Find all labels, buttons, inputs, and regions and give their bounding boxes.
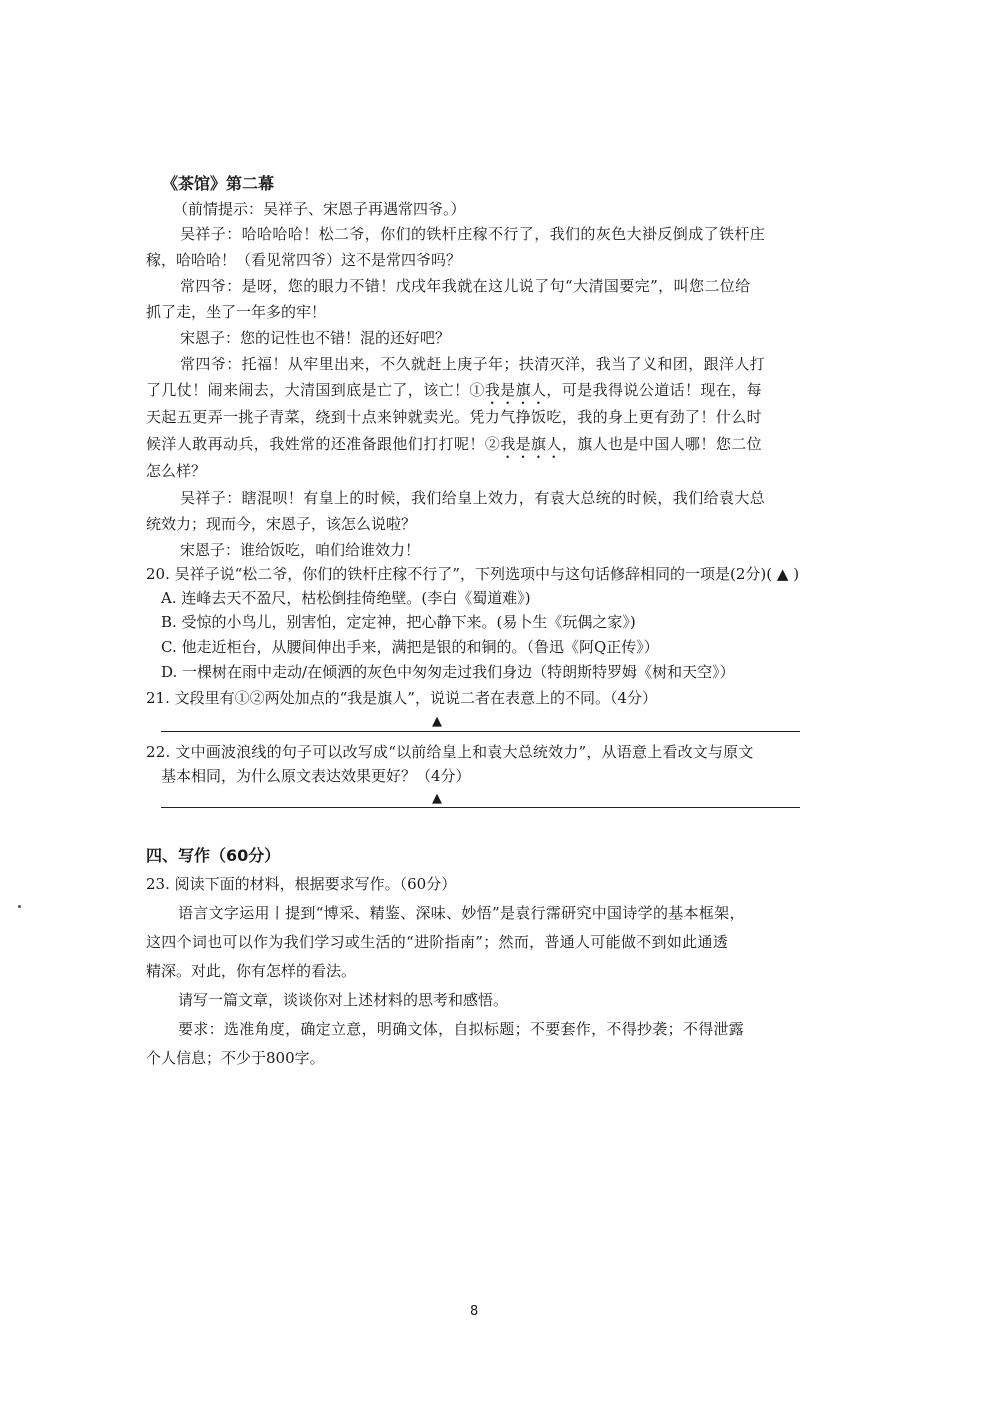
passage-text: 了几仗！闹来闹去，大清国到底是亡了，该亡！: [146, 381, 470, 399]
writing-requirements: 要求：选准角度，确定立意，明确文体，自拟标题；不要套作，不得抄袭；不得泄露: [178, 1020, 745, 1038]
answer-mark: ▲: [776, 565, 789, 583]
option-a: A. 连峰去天不盈尺，枯松倒挂倚绝壁。(李白《蜀道难》): [161, 589, 531, 607]
passage-note: （前情提示：吴祥子、宋恩子再遇常四爷。）: [173, 200, 466, 218]
question-20: [146, 564, 799, 584]
passage-line: 常四爷：托福！从牢里出来，不久就赶上庚子年；扶清灭洋，我当了义和团，跟洋人打: [180, 355, 766, 373]
option-b: B. 受惊的小鸟儿，别害怕，定定神，把心静下来。(易卜生《玩偶之家》): [161, 613, 636, 631]
question-21: 21. 文段里有①②两处加点的“我是旗人”，说说二者在表意上的不同。（4分）: [146, 689, 658, 707]
passage-line: [180, 488, 765, 508]
question-22-line-1: 22. 文中画波浪线的句子可以改写成“以前给皇上和袁大总统效力”，从语意上看改文与原文: [146, 743, 754, 761]
passage-text: ，可是我得说公道话！现在，每: [546, 381, 763, 399]
question-22-line-2: 基本相同，为什么原文表达效果更好？（4分）: [161, 767, 471, 785]
passage-line-with-dotted-1: [146, 380, 762, 408]
material-line: 语言文字运用丨提到“博采、精鉴、深味、妙悟”是袁行霈研究中国诗学的基本框架，: [178, 904, 745, 922]
section-title-writing: 四、写作（60分）: [146, 846, 281, 865]
material-line: 这四个词也可以作为我们学习或生活的“进阶指南”；然而，普通人可能做不到如此通透: [146, 933, 729, 951]
passage-line: 吴祥子：哈哈哈哈！松二爷，你们的铁杆庄稼不行了，我们的灰色大褂反倒成了铁杆庄: [180, 225, 766, 243]
answer-line-22[interactable]: [161, 807, 800, 808]
passage-line: 宋恩子：谁给饭吃，咱们给谁效力！: [180, 541, 421, 559]
option-d: D. 一棵树在雨中走动/在倾洒的灰色中匆匆走过我们身边（特朗斯特罗姆《树和天空》）: [161, 663, 735, 681]
passage-text: ，旗人也是中国人哪！您二位: [561, 435, 763, 453]
passage-text: 统效力；现而今，宋恩子，该怎么说啦？: [146, 515, 417, 533]
passage-line: 怎么样？: [146, 462, 207, 480]
question-20-close: ): [793, 565, 800, 583]
question-23-stem: 23. 阅读下面的材料，根据要求写作。（60分）: [146, 875, 457, 893]
answer-line-21[interactable]: [161, 731, 800, 732]
marker-1: ①: [469, 381, 485, 399]
material-line: 精深。对此，你有怎样的看法。: [146, 962, 357, 980]
dotted-phrase-1: 我是旗人: [484, 381, 547, 399]
passage-title: 《茶馆》第二幕: [162, 174, 275, 193]
passage-line: 稼，哈哈哈！（看见常四爷）这不是常四爷吗？: [146, 251, 462, 269]
passage-line-with-dotted-2: [146, 434, 762, 462]
answer-mark: ▲: [432, 714, 442, 729]
marker-2: ②: [484, 435, 501, 453]
passage-line: 宋恩子：您的记性也不错！混的还好吧？: [180, 329, 451, 347]
writing-prompt: 请写一篇文章，谈谈你对上述材料的思考和感悟。: [178, 991, 509, 1009]
writing-requirements: 个人信息；不少于800字。: [146, 1049, 325, 1067]
passage-line: 常四爷：是呀，您的眼力不错！戊戌年我就在这儿说了句“大清国要完”，叫您二位给: [180, 277, 751, 295]
dotted-phrase-2: 我是旗人: [500, 435, 562, 453]
passage-line: 天起五更弄一挑子青菜，绕到十点来钟就卖光。凭力气挣饭吃，我的身上更有劲了！什么时: [146, 408, 763, 426]
passage-line: 抓了走，坐了一年多的牢！: [146, 303, 327, 321]
question-20-stem: 20. 吴祥子说“松二爷，你们的铁杆庄稼不行了”，下列选项中与这句话修辞相同的一项是(2分)(: [146, 565, 773, 583]
page-number: 8: [470, 1304, 479, 1319]
passage-line: [146, 514, 416, 534]
passage-text: 候洋人敢再动兵，我姓常的还准备跟他们打打呢！: [146, 435, 485, 453]
answer-mark: ▲: [432, 791, 442, 806]
scan-speck: [18, 905, 21, 908]
passage-text: 吴祥子：瞎混呗！有皇上的时候，我们给皇上效力，有袁大总统的时候，我们给袁大总: [180, 489, 766, 507]
option-c: C. 他走近柜台，从腰间伸出手来，满把是银的和铜的。（鲁迅《阿Q正传》）: [161, 638, 659, 656]
